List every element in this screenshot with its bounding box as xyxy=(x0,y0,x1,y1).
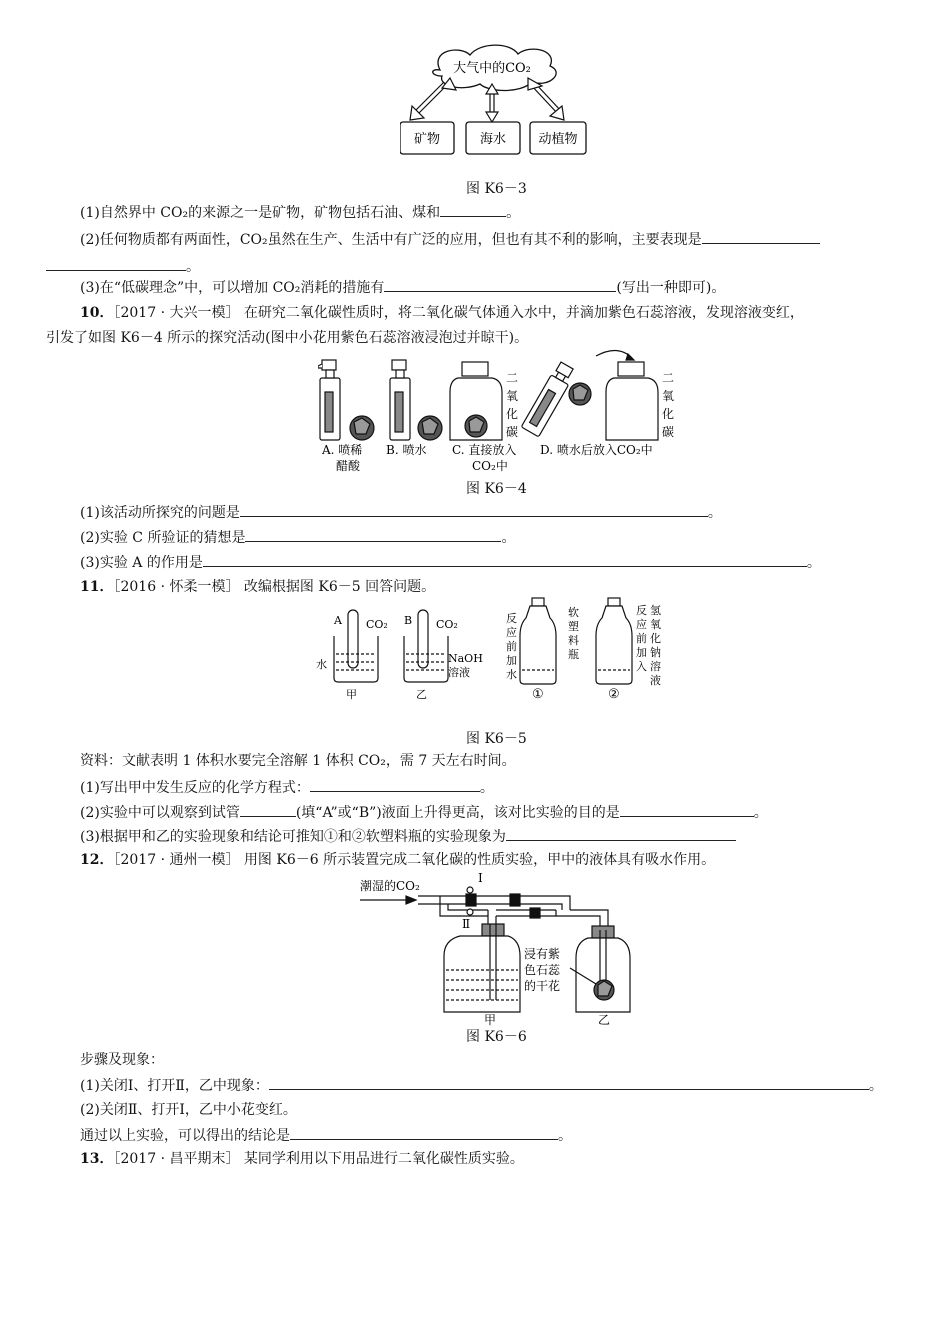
q10-part1: (1)该活动所探究的问题是 。 xyxy=(80,502,722,523)
figure-k6-4 xyxy=(318,348,678,478)
question-number: 13． xyxy=(80,1151,114,1167)
svg-text:氧: 氧 xyxy=(650,618,661,631)
fig4-label-c: C. 直接放入 xyxy=(452,443,517,457)
q12-part1: (1)关闭Ⅰ、打开Ⅱ，乙中现象： 。 xyxy=(80,1075,883,1096)
caption-k6-6: 图 K6－6 xyxy=(466,1029,527,1045)
caption-k6-4: 图 K6－4 xyxy=(466,481,527,497)
svg-text:CO₂: CO₂ xyxy=(436,618,458,631)
figure-k6-6 xyxy=(360,870,650,1026)
svg-text:加: 加 xyxy=(506,654,517,667)
answer-blank[interactable] xyxy=(290,1125,558,1140)
q9-part3-text: (3)在“低碳理念”中，可以增加 CO₂消耗的措施有 xyxy=(80,280,385,296)
svg-text:醋酸: 醋酸 xyxy=(336,459,361,473)
svg-text:B: B xyxy=(404,614,413,627)
q11-part2: (2)实验中可以观察到试管 (填“A”或“B”)液面上升得更高，该对比实验的目的是 。 xyxy=(80,802,768,823)
fig4-label-d: D. 喷水后放入CO₂中 xyxy=(540,443,653,457)
answer-blank[interactable] xyxy=(310,777,480,792)
cloud-label: 大气中的CO₂ xyxy=(453,61,531,76)
answer-blank[interactable] xyxy=(240,802,296,817)
answer-blank[interactable] xyxy=(203,552,807,567)
svg-text:应: 应 xyxy=(506,626,517,639)
svg-text:碳: 碳 xyxy=(506,425,519,439)
svg-text:水: 水 xyxy=(506,668,517,681)
svg-text:氧: 氧 xyxy=(506,389,519,403)
svg-text:CO₂中: CO₂中 xyxy=(472,459,508,473)
svg-text:的干花: 的干花 xyxy=(524,979,561,993)
svg-text:溶: 溶 xyxy=(650,660,661,673)
svg-text:液: 液 xyxy=(650,674,661,687)
svg-text:应: 应 xyxy=(636,618,647,631)
q10-part2: (2)实验 C 所验证的猜想是 。 xyxy=(80,527,515,548)
q10-part3: (3)实验 A 的作用是 。 xyxy=(80,552,821,573)
svg-text:氧: 氧 xyxy=(662,389,675,403)
q11-part3: (3)根据甲和乙的实验现象和结论可推知①和②软塑料瓶的实验现象为 xyxy=(80,826,736,847)
answer-blank[interactable] xyxy=(506,826,736,841)
answer-blank[interactable] xyxy=(384,277,616,292)
svg-text:入: 入 xyxy=(636,660,647,673)
svg-text:甲: 甲 xyxy=(484,1013,497,1026)
svg-text:化: 化 xyxy=(506,407,519,421)
caption-k6-5: 图 K6－5 xyxy=(466,731,527,747)
answer-blank[interactable] xyxy=(245,527,501,542)
figure-k6-5 xyxy=(316,596,676,706)
svg-text:前: 前 xyxy=(506,640,517,653)
q10-stem: ［2017 · 大兴一模］ 在研究二氧化碳性质时，将二氧化碳气体通入水中，并滴加紫色石蕊溶液，发现溶液变红， xyxy=(113,305,804,321)
svg-text:CO₂: CO₂ xyxy=(366,618,388,631)
box-seawater-label: 海水 xyxy=(479,132,507,147)
svg-text:塑: 塑 xyxy=(568,620,579,633)
box-minerals-label: 矿物 xyxy=(413,132,441,147)
q12-line1: 12．［2017 · 通州一模］ 用图 K6－6 所示装置完成二氧化碳的性质实验，甲中的液体具有吸水作用。 xyxy=(80,852,716,868)
svg-text:色石蕊: 色石蕊 xyxy=(524,963,561,977)
svg-text:NaOH: NaOH xyxy=(448,652,483,665)
answer-blank[interactable] xyxy=(702,229,820,244)
svg-text:乙: 乙 xyxy=(416,688,427,701)
q11-part1: (1)写出甲中发生反应的化学方程式： 。 xyxy=(80,777,494,798)
fig6-gas-label: 潮湿的CO₂ xyxy=(360,879,420,893)
answer-blank[interactable] xyxy=(620,802,754,817)
q9-part1-text: (1)自然界中 CO₂的来源之一是矿物，矿物包括石油、煤和 xyxy=(80,205,441,221)
svg-text:碳: 碳 xyxy=(662,425,675,439)
q10-line2: 引发了如图 K6－4 所示的探究活动(图中小花用紫色石蕊溶液浸泡过并晾干)。 xyxy=(46,330,529,346)
q13-line1: 13．［2017 · 昌平期末］ 某同学利用以下用品进行二氧化碳性质实验。 xyxy=(80,1151,524,1167)
q11-line1: 11．［2016 · 怀柔一模］ 改编根据图 K6－5 回答问题。 xyxy=(80,579,436,595)
svg-text:A: A xyxy=(334,614,342,627)
svg-text:反: 反 xyxy=(636,604,647,617)
fig4-label-b: B. 喷水 xyxy=(386,443,427,457)
svg-text:浸有紫: 浸有紫 xyxy=(524,947,561,961)
svg-text:Ⅰ: Ⅰ xyxy=(478,871,483,885)
figure-k6-3 xyxy=(400,40,600,160)
svg-text:钠: 钠 xyxy=(650,646,661,659)
q9-part3: (3)在“低碳理念”中，可以增加 CO₂消耗的措施有 (写出一种即可)。 xyxy=(80,277,725,298)
fig4-label-a: A. 喷稀 xyxy=(322,443,363,457)
svg-text:Ⅱ: Ⅱ xyxy=(462,917,471,931)
svg-text:前: 前 xyxy=(636,632,647,645)
answer-blank[interactable] xyxy=(46,256,186,271)
svg-text:氢: 氢 xyxy=(650,604,661,617)
q11-info: 资料：文献表明 1 体积水要完全溶解 1 体积 CO₂，需 7 天左右时间。 xyxy=(80,753,516,769)
q10-line1 xyxy=(80,303,804,323)
question-number: 12． xyxy=(80,852,114,868)
svg-text:甲: 甲 xyxy=(346,688,357,701)
svg-text:反: 反 xyxy=(506,612,517,625)
svg-text:瓶: 瓶 xyxy=(568,648,579,661)
q12-steps: 步骤及现象： xyxy=(80,1052,164,1068)
svg-text:溶液: 溶液 xyxy=(448,666,470,679)
answer-blank[interactable] xyxy=(269,1075,869,1090)
svg-text:水: 水 xyxy=(316,658,327,671)
svg-text:化: 化 xyxy=(650,632,661,645)
answer-blank[interactable] xyxy=(240,502,708,517)
q9-part2-text: (2)任何物质都有两面性，CO₂虽然在生产、生活中有广泛的应用，但也有其不利的影响，主要表现是 xyxy=(80,232,702,248)
q9-part1: (1)自然界中 CO₂的来源之一是矿物，矿物包括石油、煤和 。 xyxy=(80,202,520,223)
svg-text:①: ① xyxy=(532,687,544,702)
box-plants-animals-label: 动植物 xyxy=(538,132,578,147)
svg-text:乙: 乙 xyxy=(598,1013,611,1026)
q9-part2 xyxy=(80,229,820,250)
svg-text:软: 软 xyxy=(568,606,579,619)
svg-text:二: 二 xyxy=(506,371,519,385)
q12-part2: (2)关闭Ⅱ、打开Ⅰ，乙中小花变红。 xyxy=(80,1102,297,1118)
svg-text:化: 化 xyxy=(662,407,675,421)
q12-conclusion: 通过以上实验，可以得出的结论是 。 xyxy=(80,1125,572,1146)
caption-k6-3: 图 K6－3 xyxy=(466,181,527,197)
question-number: 11． xyxy=(80,579,114,595)
svg-text:料: 料 xyxy=(568,634,579,647)
answer-blank[interactable] xyxy=(440,202,506,217)
question-number: 10． xyxy=(80,305,114,321)
q9-part2-continuation: 。 xyxy=(46,256,200,277)
svg-text:二: 二 xyxy=(662,371,675,385)
svg-text:②: ② xyxy=(608,687,620,702)
svg-text:加: 加 xyxy=(636,646,647,659)
